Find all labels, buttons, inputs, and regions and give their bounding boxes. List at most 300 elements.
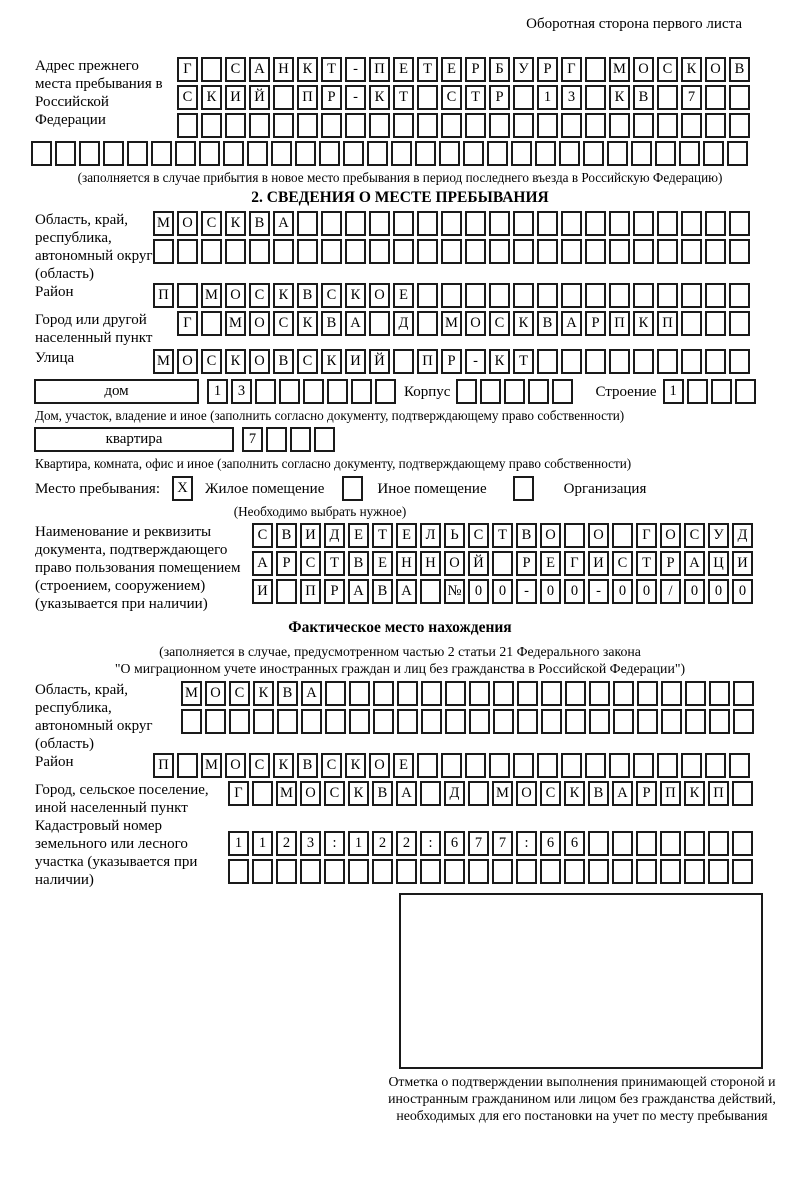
char-cell[interactable] bbox=[201, 57, 222, 82]
char-cell[interactable] bbox=[444, 859, 465, 884]
char-cell[interactable] bbox=[276, 859, 297, 884]
char-cell[interactable] bbox=[711, 379, 732, 404]
char-cell[interactable]: Е bbox=[393, 57, 414, 82]
char-cell[interactable]: И bbox=[252, 579, 273, 604]
char-cell[interactable] bbox=[681, 311, 702, 336]
char-cell[interactable] bbox=[561, 211, 582, 236]
char-cell[interactable]: Р bbox=[636, 781, 657, 806]
char-cell[interactable] bbox=[487, 141, 508, 166]
char-cell[interactable]: С bbox=[540, 781, 561, 806]
char-cell[interactable] bbox=[369, 311, 390, 336]
char-cell[interactable]: Н bbox=[396, 551, 417, 576]
char-cell[interactable] bbox=[153, 239, 174, 264]
char-cell[interactable]: 3 bbox=[561, 85, 582, 110]
char-cell[interactable] bbox=[516, 859, 537, 884]
char-cell[interactable] bbox=[709, 709, 730, 734]
char-cell[interactable] bbox=[297, 211, 318, 236]
char-cell[interactable]: 0 bbox=[612, 579, 633, 604]
char-cell[interactable] bbox=[201, 239, 222, 264]
char-cell[interactable] bbox=[348, 859, 369, 884]
char-cell[interactable]: А bbox=[345, 311, 366, 336]
char-cell[interactable] bbox=[561, 283, 582, 308]
char-cell[interactable] bbox=[279, 379, 300, 404]
char-cell[interactable]: О bbox=[177, 349, 198, 374]
char-cell[interactable] bbox=[513, 753, 534, 778]
char-cell[interactable] bbox=[397, 681, 418, 706]
char-cell[interactable] bbox=[456, 379, 477, 404]
char-cell[interactable]: С bbox=[321, 283, 342, 308]
char-cell[interactable] bbox=[733, 681, 754, 706]
char-cell[interactable]: Н bbox=[273, 57, 294, 82]
char-cell[interactable] bbox=[369, 211, 390, 236]
char-cell[interactable] bbox=[321, 113, 342, 138]
char-cell[interactable] bbox=[273, 85, 294, 110]
char-cell[interactable] bbox=[393, 211, 414, 236]
char-cell[interactable]: А bbox=[396, 781, 417, 806]
char-cell[interactable] bbox=[314, 427, 335, 452]
char-cell[interactable]: А bbox=[252, 551, 273, 576]
char-cell[interactable] bbox=[681, 753, 702, 778]
char-cell[interactable] bbox=[661, 681, 682, 706]
char-cell[interactable]: М bbox=[225, 311, 246, 336]
char-cell[interactable]: О bbox=[369, 283, 390, 308]
char-cell[interactable]: Р bbox=[516, 551, 537, 576]
char-cell[interactable]: Г bbox=[561, 57, 582, 82]
char-cell[interactable]: 7 bbox=[242, 427, 263, 452]
char-cell[interactable] bbox=[541, 709, 562, 734]
char-cell[interactable]: О bbox=[540, 523, 561, 548]
char-cell[interactable]: С bbox=[201, 211, 222, 236]
char-cell[interactable]: Е bbox=[348, 523, 369, 548]
char-cell[interactable]: 2 bbox=[276, 831, 297, 856]
char-cell[interactable]: Р bbox=[276, 551, 297, 576]
char-cell[interactable] bbox=[439, 141, 460, 166]
char-cell[interactable] bbox=[201, 311, 222, 336]
char-cell[interactable] bbox=[175, 141, 196, 166]
char-cell[interactable] bbox=[552, 379, 573, 404]
char-cell[interactable] bbox=[732, 859, 753, 884]
char-cell[interactable]: 1 bbox=[252, 831, 273, 856]
char-cell[interactable] bbox=[415, 141, 436, 166]
char-cell[interactable] bbox=[420, 859, 441, 884]
char-cell[interactable]: П bbox=[417, 349, 438, 374]
char-cell[interactable] bbox=[517, 681, 538, 706]
char-cell[interactable] bbox=[661, 709, 682, 734]
char-cell[interactable]: В bbox=[372, 579, 393, 604]
char-cell[interactable]: К bbox=[369, 85, 390, 110]
char-cell[interactable] bbox=[441, 239, 462, 264]
char-cell[interactable]: А bbox=[301, 681, 322, 706]
char-cell[interactable] bbox=[709, 681, 730, 706]
char-cell[interactable] bbox=[345, 211, 366, 236]
char-cell[interactable] bbox=[201, 113, 222, 138]
char-cell[interactable] bbox=[177, 283, 198, 308]
char-cell[interactable] bbox=[613, 681, 634, 706]
char-cell[interactable]: : bbox=[324, 831, 345, 856]
char-cell[interactable] bbox=[469, 709, 490, 734]
char-cell[interactable] bbox=[417, 753, 438, 778]
char-cell[interactable] bbox=[325, 681, 346, 706]
char-cell[interactable] bbox=[729, 283, 750, 308]
char-cell[interactable] bbox=[633, 753, 654, 778]
char-cell[interactable] bbox=[564, 859, 585, 884]
char-cell[interactable]: 7 bbox=[468, 831, 489, 856]
char-cell[interactable] bbox=[657, 239, 678, 264]
char-cell[interactable] bbox=[727, 141, 748, 166]
char-cell[interactable] bbox=[609, 211, 630, 236]
char-cell[interactable] bbox=[657, 283, 678, 308]
char-cell[interactable]: Т bbox=[513, 349, 534, 374]
char-cell[interactable] bbox=[513, 211, 534, 236]
char-cell[interactable] bbox=[732, 781, 753, 806]
char-cell[interactable] bbox=[537, 211, 558, 236]
char-cell[interactable] bbox=[637, 709, 658, 734]
char-cell[interactable] bbox=[249, 113, 270, 138]
char-cell[interactable]: И bbox=[345, 349, 366, 374]
char-cell[interactable]: С bbox=[489, 311, 510, 336]
char-cell[interactable]: Р bbox=[324, 579, 345, 604]
char-cell[interactable] bbox=[735, 379, 756, 404]
char-cell[interactable]: 7 bbox=[492, 831, 513, 856]
char-cell[interactable] bbox=[705, 349, 726, 374]
char-cell[interactable]: : bbox=[516, 831, 537, 856]
char-cell[interactable]: 6 bbox=[444, 831, 465, 856]
char-cell[interactable] bbox=[345, 239, 366, 264]
char-cell[interactable] bbox=[729, 113, 750, 138]
char-cell[interactable] bbox=[55, 141, 76, 166]
char-cell[interactable]: Р bbox=[489, 85, 510, 110]
char-cell[interactable]: С bbox=[657, 57, 678, 82]
char-cell[interactable]: 6 bbox=[540, 831, 561, 856]
char-cell[interactable]: М bbox=[153, 349, 174, 374]
char-cell[interactable]: О bbox=[705, 57, 726, 82]
char-cell[interactable]: К bbox=[273, 283, 294, 308]
char-cell[interactable] bbox=[708, 831, 729, 856]
char-cell[interactable] bbox=[349, 709, 370, 734]
char-cell[interactable] bbox=[637, 681, 658, 706]
char-cell[interactable]: К bbox=[564, 781, 585, 806]
char-cell[interactable]: М bbox=[181, 681, 202, 706]
char-cell[interactable]: М bbox=[276, 781, 297, 806]
char-cell[interactable]: Й bbox=[249, 85, 270, 110]
char-cell[interactable]: / bbox=[660, 579, 681, 604]
char-cell[interactable]: К bbox=[345, 753, 366, 778]
char-cell[interactable] bbox=[391, 141, 412, 166]
char-cell[interactable] bbox=[588, 859, 609, 884]
char-cell[interactable]: О bbox=[660, 523, 681, 548]
char-cell[interactable]: О bbox=[225, 283, 246, 308]
char-cell[interactable] bbox=[655, 141, 676, 166]
char-cell[interactable]: А bbox=[561, 311, 582, 336]
char-cell[interactable]: П bbox=[297, 85, 318, 110]
char-cell[interactable] bbox=[327, 379, 348, 404]
char-cell[interactable]: - bbox=[516, 579, 537, 604]
char-cell[interactable] bbox=[303, 379, 324, 404]
char-cell[interactable] bbox=[537, 113, 558, 138]
char-cell[interactable] bbox=[657, 211, 678, 236]
char-cell[interactable] bbox=[127, 141, 148, 166]
char-cell[interactable]: О bbox=[588, 523, 609, 548]
char-cell[interactable]: В bbox=[276, 523, 297, 548]
char-cell[interactable] bbox=[685, 709, 706, 734]
char-cell[interactable] bbox=[585, 283, 606, 308]
char-cell[interactable]: 1 bbox=[537, 85, 558, 110]
char-cell[interactable]: Т bbox=[465, 85, 486, 110]
char-cell[interactable]: А bbox=[348, 579, 369, 604]
char-cell[interactable]: В bbox=[297, 283, 318, 308]
char-cell[interactable] bbox=[513, 283, 534, 308]
char-cell[interactable]: 0 bbox=[468, 579, 489, 604]
char-cell[interactable] bbox=[417, 113, 438, 138]
char-cell[interactable] bbox=[657, 113, 678, 138]
char-cell[interactable]: К bbox=[253, 681, 274, 706]
char-cell[interactable]: И bbox=[732, 551, 753, 576]
char-cell[interactable] bbox=[540, 859, 561, 884]
char-cell[interactable]: С bbox=[297, 349, 318, 374]
char-cell[interactable]: 0 bbox=[684, 579, 705, 604]
char-cell[interactable] bbox=[465, 753, 486, 778]
char-cell[interactable] bbox=[290, 427, 311, 452]
char-cell[interactable] bbox=[465, 239, 486, 264]
char-cell[interactable] bbox=[729, 85, 750, 110]
char-cell[interactable]: К bbox=[273, 753, 294, 778]
char-cell[interactable]: Й bbox=[369, 349, 390, 374]
char-cell[interactable]: Е bbox=[372, 551, 393, 576]
char-cell[interactable]: П bbox=[609, 311, 630, 336]
char-cell[interactable] bbox=[585, 349, 606, 374]
char-cell[interactable] bbox=[493, 709, 514, 734]
char-cell[interactable] bbox=[205, 709, 226, 734]
char-cell[interactable] bbox=[729, 349, 750, 374]
char-cell[interactable]: В bbox=[249, 211, 270, 236]
char-cell[interactable] bbox=[321, 211, 342, 236]
char-cell[interactable]: 1 bbox=[228, 831, 249, 856]
char-cell[interactable] bbox=[421, 681, 442, 706]
char-cell[interactable]: Й bbox=[468, 551, 489, 576]
char-cell[interactable]: К bbox=[297, 311, 318, 336]
char-cell[interactable]: К bbox=[681, 57, 702, 82]
char-cell[interactable] bbox=[729, 239, 750, 264]
char-cell[interactable] bbox=[417, 283, 438, 308]
char-cell[interactable]: С bbox=[225, 57, 246, 82]
char-cell[interactable] bbox=[421, 709, 442, 734]
char-cell[interactable]: 0 bbox=[732, 579, 753, 604]
char-cell[interactable] bbox=[181, 709, 202, 734]
char-cell[interactable] bbox=[343, 141, 364, 166]
char-cell[interactable]: М bbox=[201, 753, 222, 778]
char-cell[interactable] bbox=[537, 239, 558, 264]
char-cell[interactable]: О bbox=[249, 311, 270, 336]
char-cell[interactable]: С bbox=[273, 311, 294, 336]
char-cell[interactable]: Ц bbox=[708, 551, 729, 576]
char-cell[interactable] bbox=[468, 781, 489, 806]
char-cell[interactable] bbox=[324, 859, 345, 884]
char-cell[interactable] bbox=[295, 141, 316, 166]
char-cell[interactable]: Г bbox=[636, 523, 657, 548]
char-cell[interactable] bbox=[369, 113, 390, 138]
char-cell[interactable]: Е bbox=[396, 523, 417, 548]
char-cell[interactable]: К bbox=[489, 349, 510, 374]
char-cell[interactable] bbox=[585, 239, 606, 264]
char-cell[interactable] bbox=[729, 311, 750, 336]
char-cell[interactable] bbox=[513, 476, 534, 501]
char-cell[interactable]: В bbox=[321, 311, 342, 336]
char-cell[interactable] bbox=[681, 211, 702, 236]
char-cell[interactable] bbox=[151, 141, 172, 166]
char-cell[interactable]: В bbox=[372, 781, 393, 806]
char-cell[interactable]: С bbox=[684, 523, 705, 548]
char-cell[interactable] bbox=[559, 141, 580, 166]
char-cell[interactable] bbox=[585, 57, 606, 82]
char-cell[interactable]: 2 bbox=[396, 831, 417, 856]
char-cell[interactable] bbox=[367, 141, 388, 166]
char-cell[interactable]: В bbox=[277, 681, 298, 706]
char-cell[interactable] bbox=[513, 85, 534, 110]
char-cell[interactable] bbox=[492, 859, 513, 884]
char-cell[interactable] bbox=[441, 753, 462, 778]
char-cell[interactable] bbox=[609, 113, 630, 138]
char-cell[interactable]: О bbox=[205, 681, 226, 706]
char-cell[interactable] bbox=[469, 681, 490, 706]
char-cell[interactable]: С bbox=[441, 85, 462, 110]
char-cell[interactable] bbox=[609, 349, 630, 374]
char-cell[interactable] bbox=[657, 349, 678, 374]
char-cell[interactable] bbox=[535, 141, 556, 166]
char-cell[interactable] bbox=[199, 141, 220, 166]
char-cell[interactable] bbox=[609, 239, 630, 264]
char-cell[interactable] bbox=[705, 211, 726, 236]
char-cell[interactable] bbox=[465, 283, 486, 308]
char-cell[interactable]: Р bbox=[321, 85, 342, 110]
char-cell[interactable] bbox=[732, 831, 753, 856]
char-cell[interactable] bbox=[589, 709, 610, 734]
char-cell[interactable] bbox=[684, 859, 705, 884]
char-cell[interactable]: Т bbox=[636, 551, 657, 576]
char-cell[interactable] bbox=[255, 379, 276, 404]
char-cell[interactable] bbox=[342, 476, 363, 501]
char-cell[interactable]: 2 bbox=[372, 831, 393, 856]
char-cell[interactable]: О bbox=[633, 57, 654, 82]
char-cell[interactable]: Л bbox=[420, 523, 441, 548]
char-cell[interactable] bbox=[537, 349, 558, 374]
char-cell[interactable] bbox=[705, 113, 726, 138]
char-cell[interactable] bbox=[657, 753, 678, 778]
char-cell[interactable] bbox=[681, 113, 702, 138]
char-cell[interactable]: Е bbox=[393, 753, 414, 778]
char-cell[interactable] bbox=[273, 113, 294, 138]
char-cell[interactable]: И bbox=[225, 85, 246, 110]
char-cell[interactable]: К bbox=[684, 781, 705, 806]
char-cell[interactable]: О bbox=[249, 349, 270, 374]
char-cell[interactable]: 0 bbox=[564, 579, 585, 604]
char-cell[interactable] bbox=[705, 283, 726, 308]
char-cell[interactable]: Д bbox=[324, 523, 345, 548]
char-cell[interactable]: П bbox=[660, 781, 681, 806]
char-cell[interactable] bbox=[463, 141, 484, 166]
char-cell[interactable] bbox=[612, 859, 633, 884]
char-cell[interactable] bbox=[373, 709, 394, 734]
char-cell[interactable] bbox=[321, 239, 342, 264]
char-cell[interactable] bbox=[537, 283, 558, 308]
char-cell[interactable] bbox=[276, 579, 297, 604]
char-cell[interactable] bbox=[441, 283, 462, 308]
char-cell[interactable] bbox=[31, 141, 52, 166]
char-cell[interactable]: О bbox=[444, 551, 465, 576]
char-cell[interactable] bbox=[345, 113, 366, 138]
char-cell[interactable]: С bbox=[468, 523, 489, 548]
char-cell[interactable]: В bbox=[537, 311, 558, 336]
char-cell[interactable]: К bbox=[321, 349, 342, 374]
char-cell[interactable] bbox=[585, 753, 606, 778]
char-cell[interactable] bbox=[705, 85, 726, 110]
char-cell[interactable] bbox=[492, 551, 513, 576]
char-cell[interactable] bbox=[681, 349, 702, 374]
char-cell[interactable]: П bbox=[657, 311, 678, 336]
char-cell[interactable] bbox=[612, 831, 633, 856]
char-cell[interactable] bbox=[705, 239, 726, 264]
char-cell[interactable]: А bbox=[684, 551, 705, 576]
char-cell[interactable] bbox=[273, 239, 294, 264]
char-cell[interactable]: П bbox=[708, 781, 729, 806]
char-cell[interactable]: О bbox=[369, 753, 390, 778]
char-cell[interactable] bbox=[373, 681, 394, 706]
char-cell[interactable] bbox=[687, 379, 708, 404]
char-cell[interactable] bbox=[612, 523, 633, 548]
char-cell[interactable] bbox=[729, 753, 750, 778]
char-cell[interactable] bbox=[229, 709, 250, 734]
char-cell[interactable] bbox=[277, 709, 298, 734]
char-cell[interactable]: Т bbox=[372, 523, 393, 548]
char-cell[interactable] bbox=[349, 681, 370, 706]
char-cell[interactable]: К bbox=[348, 781, 369, 806]
char-cell[interactable]: Е bbox=[540, 551, 561, 576]
char-cell[interactable] bbox=[708, 859, 729, 884]
char-cell[interactable] bbox=[225, 239, 246, 264]
char-cell[interactable] bbox=[465, 211, 486, 236]
char-cell[interactable] bbox=[489, 753, 510, 778]
char-cell[interactable]: Т bbox=[321, 57, 342, 82]
char-cell[interactable]: А bbox=[273, 211, 294, 236]
char-cell[interactable]: 0 bbox=[540, 579, 561, 604]
char-cell[interactable] bbox=[249, 239, 270, 264]
char-cell[interactable] bbox=[177, 113, 198, 138]
char-cell[interactable]: М bbox=[153, 211, 174, 236]
char-cell[interactable]: В bbox=[516, 523, 537, 548]
char-cell[interactable] bbox=[609, 283, 630, 308]
char-cell[interactable] bbox=[417, 239, 438, 264]
char-cell[interactable]: Р bbox=[660, 551, 681, 576]
char-cell[interactable]: X bbox=[172, 476, 193, 501]
char-cell[interactable] bbox=[681, 239, 702, 264]
char-cell[interactable] bbox=[633, 283, 654, 308]
char-cell[interactable] bbox=[247, 141, 268, 166]
char-cell[interactable]: М bbox=[492, 781, 513, 806]
char-cell[interactable]: М bbox=[201, 283, 222, 308]
char-cell[interactable] bbox=[504, 379, 525, 404]
char-cell[interactable] bbox=[633, 211, 654, 236]
char-cell[interactable] bbox=[679, 141, 700, 166]
char-cell[interactable] bbox=[513, 239, 534, 264]
char-cell[interactable]: С bbox=[177, 85, 198, 110]
char-cell[interactable]: - bbox=[345, 85, 366, 110]
char-cell[interactable]: П bbox=[369, 57, 390, 82]
char-cell[interactable] bbox=[79, 141, 100, 166]
char-cell[interactable] bbox=[585, 113, 606, 138]
char-cell[interactable]: 3 bbox=[231, 379, 252, 404]
char-cell[interactable] bbox=[493, 681, 514, 706]
char-cell[interactable]: Р bbox=[585, 311, 606, 336]
char-cell[interactable] bbox=[351, 379, 372, 404]
